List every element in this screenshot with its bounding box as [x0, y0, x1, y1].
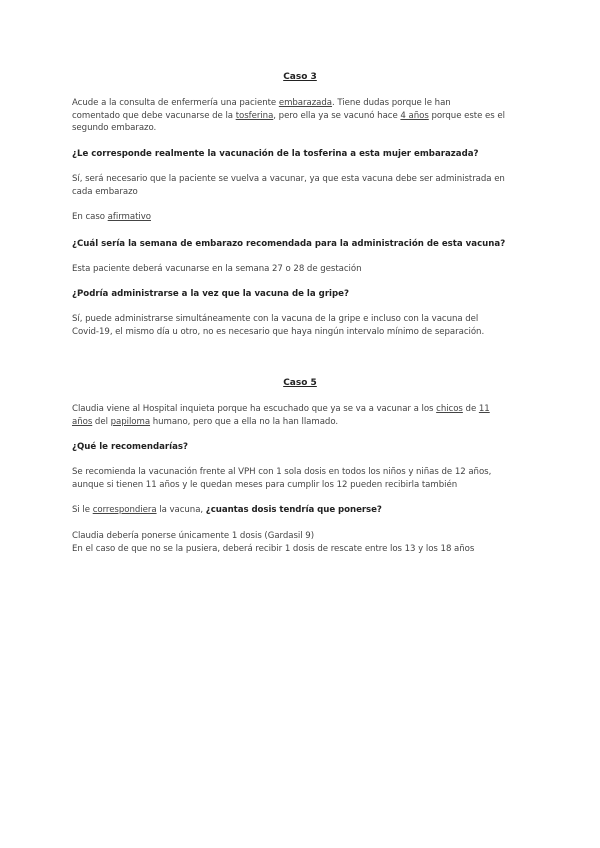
caso-5-question-1: ¿Qué le recomendarías? [72, 442, 188, 452]
caso-3-question-2: ¿Cuál sería la semana de embarazo recomendada para la administración de esta vacuna? [72, 239, 506, 249]
caso-3-answer-3: Sí, puede administrarse simultáneamente con la vacuna de la gripe e incluso con la vacuna del Covid-19, el mismo día u otro, no es necesario que haya ningún intervalo mínimo de separación. [72, 314, 485, 337]
caso-5-intro: Claudia viene al Hospital inquieta porque ha escuchado que ya se va a vacunar a los chicos de 11 años del papiloma humano, pero que a ella no la han llamado. [72, 404, 490, 427]
caso-5-title: Caso 5 [283, 378, 317, 388]
caso-3-question-1: ¿Le corresponde realmente la vacunación de la tosferina a esta mujer embarazada? [72, 149, 479, 159]
caso-5-question-2: Si le correspondiera la vacuna, ¿cuantas dosis tendría que ponerse? [72, 505, 382, 515]
caso-5-answer-1: Se recomienda la vacunación frente al VPH con 1 sola dosis en todos los niños y niñas de 12 años, aunque si tienen 11 años y le quedan meses para cumplir los 12 pueden recibirla también [72, 467, 492, 490]
caso-3-title: Caso 3 [283, 72, 317, 82]
caso-5-answer-2: Claudia debería ponerse únicamente 1 dosis (Gardasil 9) En el caso de que no se la pusiera, deberá recibir 1 dosis de rescate entre los 13 y los 18 años [72, 531, 475, 554]
caso-3-en-caso-afirmativo: En caso afirmativo [72, 212, 151, 222]
caso-3-answer-2: Esta paciente deberá vacunarse en la semana 27 o 28 de gestación [72, 264, 362, 274]
caso-3-intro: Acude a la consulta de enfermería una paciente embarazada. Tiene dudas porque le han comentado que debe vacunarse de la tosferina, pero ella ya se vacunó hace 4 años porque este es el segundo embarazo. [72, 98, 505, 133]
caso-3-answer-1: Sí, será necesario que la paciente se vuelva a vacunar, ya que esta vacuna debe ser administrada en cada embarazo [72, 174, 505, 197]
caso-3-question-3: ¿Podría administrarse a la vez que la vacuna de la gripe? [72, 289, 349, 299]
